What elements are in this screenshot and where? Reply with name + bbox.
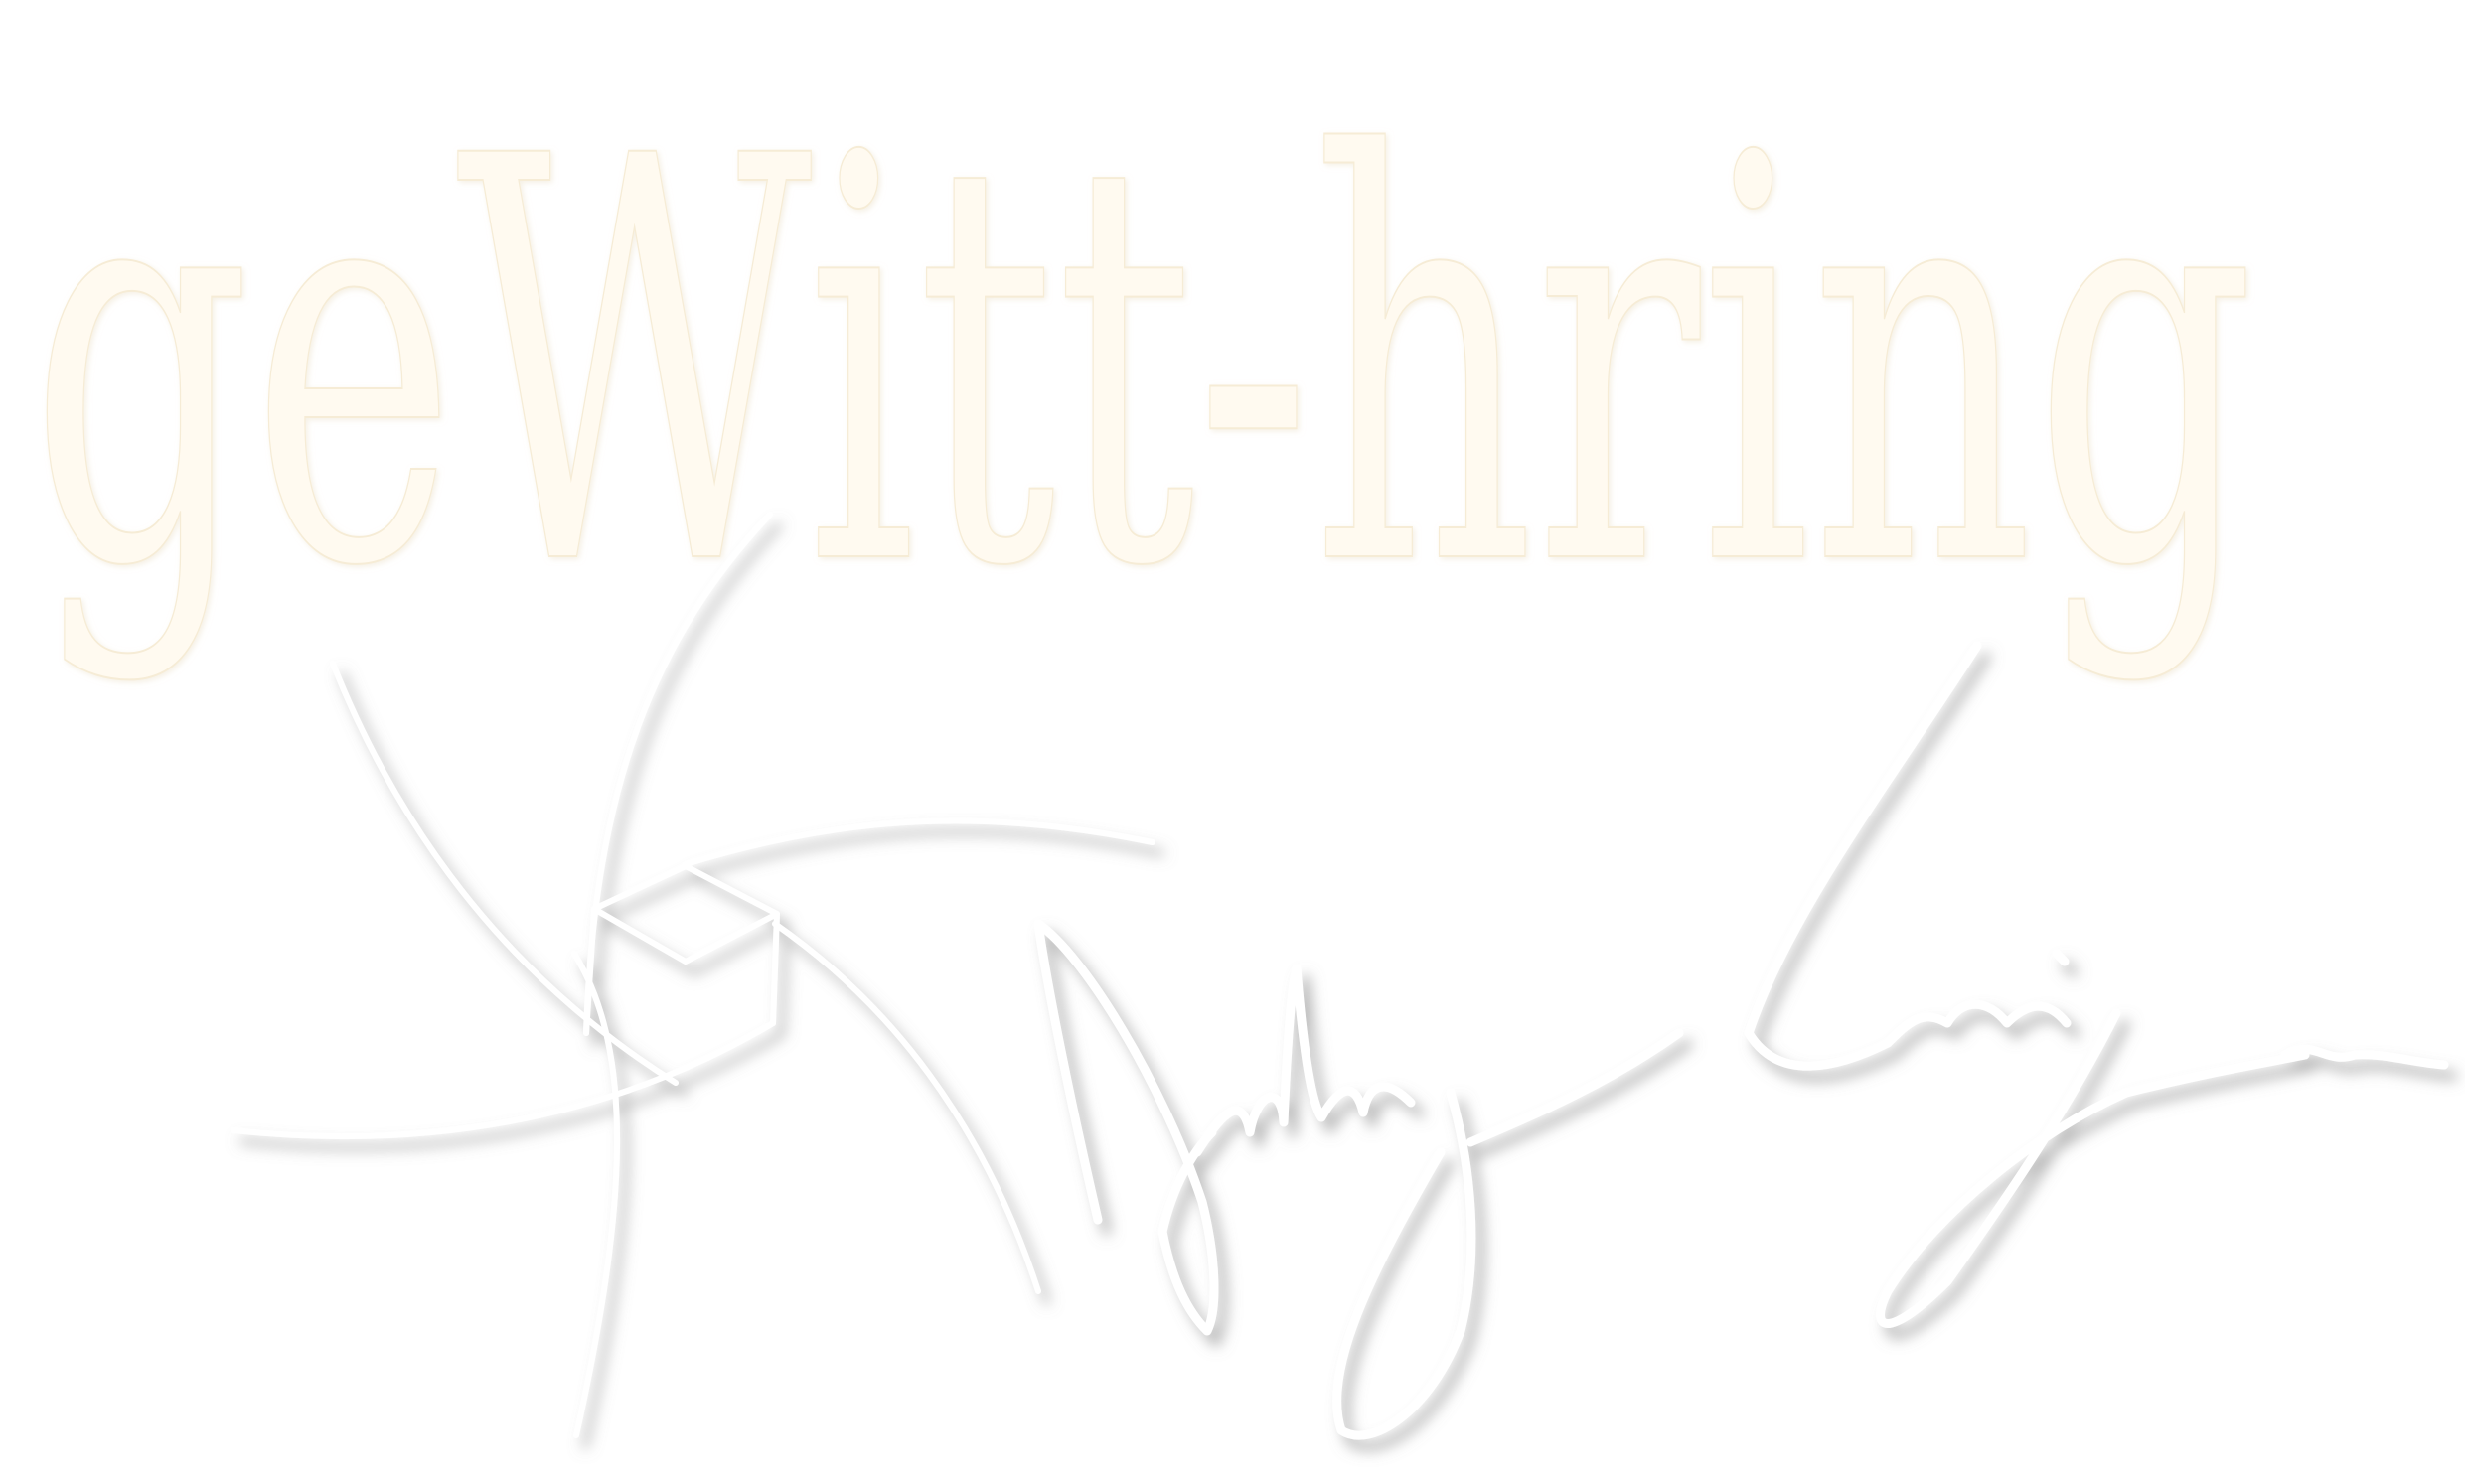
- wordmark: [30, 41, 2255, 688]
- wordmark-text: geWitt-hring: [30, 41, 2255, 688]
- signature: [1038, 646, 2444, 1435]
